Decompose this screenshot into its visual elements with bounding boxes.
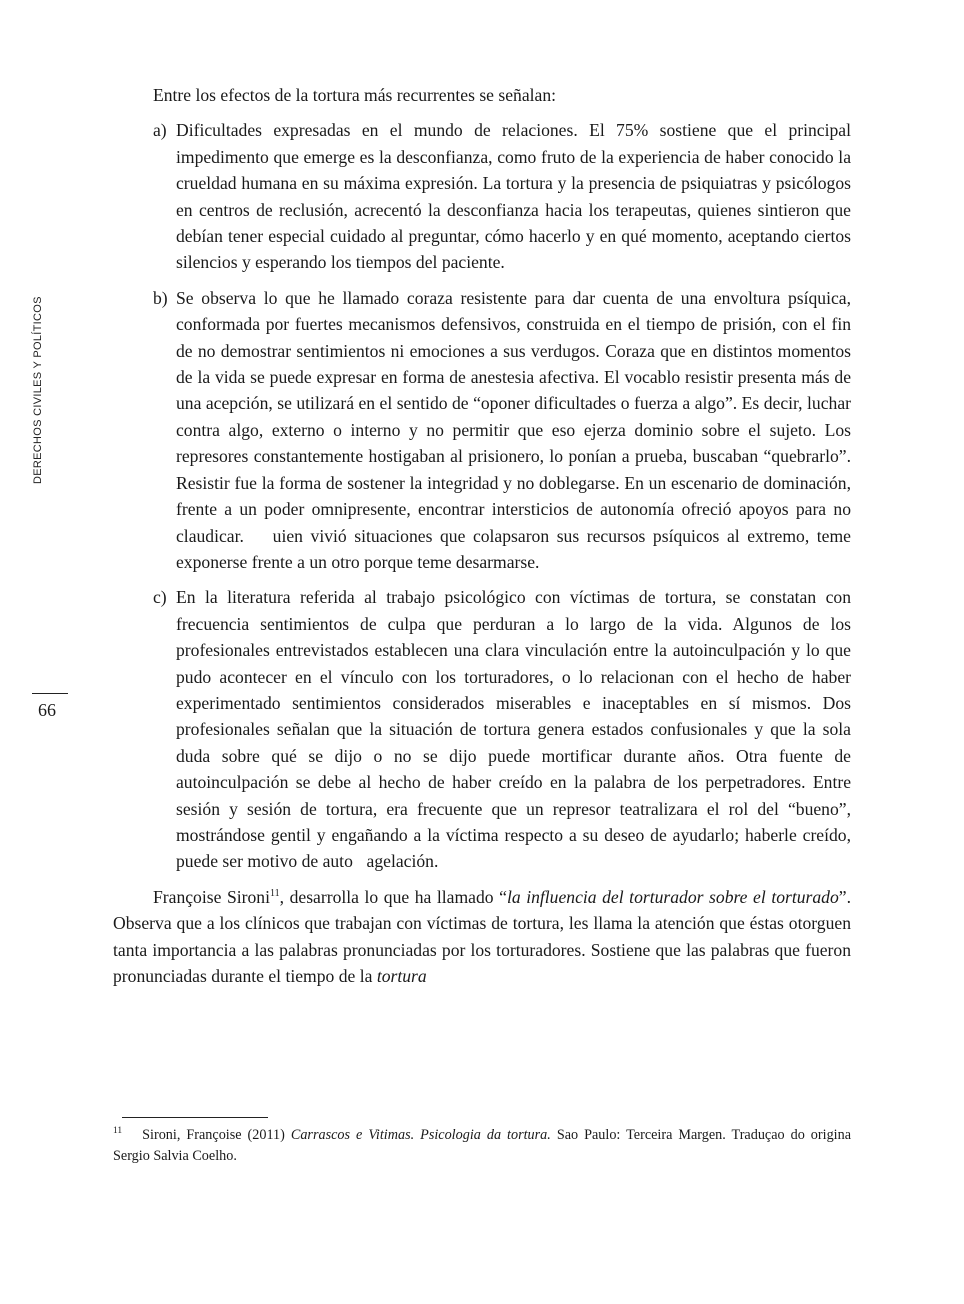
list-item-a — [113, 117, 851, 275]
list-item-text: Dificultades expresadas en el mundo de relaciones. El 75% sostiene que el principal impedimento que emerge es la desconfianza, como fruto de la experiencia de haber conocido la crueldad humana en su máxima expresión. La tortura y la presencia de psiquiatras y psicólogos en centros de reclusión, acrecentó la desconfianza hacia los terapeutas, quienes sintieron que debían tener especial cuidado al preguntar, cómo hacerlo y en qué momento, aceptando ciertos silencios y esperando los tiempos del paciente. — [176, 120, 851, 273]
list-item-b — [113, 285, 851, 575]
footnote-book-title: Carrascos e Vitimas. Psicologia da tortura. — [290, 1127, 551, 1143]
running-side-label: DERECHOS CIVILES Y POLÍTICOS — [32, 296, 44, 484]
list-item-c — [113, 584, 851, 874]
page-number-rule — [32, 693, 68, 694]
italic-word: tortura — [376, 966, 427, 986]
main-text — [113, 82, 851, 989]
paragraph-text: ”. Observa que a los clínicos que trabajan con víctimas de tortura, les llama la atención que éstas otorguen tanta importancia a las palabras pronunciadas por los torturadores. Sostiene que las palabras que fueron pronunciadas durante el tiempo de la — [113, 886, 851, 986]
footnote-number: 11 — [113, 1126, 123, 1137]
footnote-ref: 11 — [269, 887, 280, 899]
footnote — [113, 1125, 851, 1167]
list-item-text: En la literatura referida al trabajo psicológico con víctimas de tortura, se constatan con frecuencia sentimientos de culpa que perduran a lo largo de la vida. Algunos de los profesionales entrevistados establecen una clara vinculación entre la autoinculpación y lo que pudo acontecer en el vínculo con los torturadores, o lo relacionan con el hecho de haber experimentado sentimientos considerados miserables e inaceptables en sí mismos. Dos profesionales señalan que la situación de tortura genera estados confusionales y que la sola duda sobre qué se dijo o no se dijo puede mortificar durante años. Otra fuente de autoinculpación se debe al hecho de haber creído en la palabra de los perpetradores. Entre sesión y sesión de tortura, era frecuente que un represor teatralizara el rol del “bueno”, mostrándose gentil y engañando a la víctima respecto a su deseo de ayudarlo; haberle creído, puede ser motivo de auto￿agelación. — [176, 587, 851, 872]
list-label: c) — [153, 587, 167, 608]
author-name: Françoise Sironi — [153, 886, 270, 907]
intro-paragraph: Entre los efectos de la tortura más recurrentes se señalan: — [153, 85, 557, 105]
footnote-text: Sironi, Françoise (2011) — [142, 1127, 291, 1143]
quoted-title: la influencia del torturador sobre el torturado — [506, 886, 839, 907]
list-label: b) — [153, 287, 168, 308]
footnote-rule — [122, 1117, 268, 1118]
closing-paragraph — [113, 884, 851, 990]
list-item-text: Se observa lo que he llamado coraza resistente para dar cuenta de una envoltura psíquica, conformada por fuertes mecanismos defensivos, construida en el tiempo de prisión, con el fin de no demostrar sentimientos ni emociones a sus verdugos. Coraza que en distintos momentos de la vida se puede expresar en forma de anestesia afectiva. El vocablo resistir presenta más de una acepción, se utilizará en el sentido de “oponer dificultades o fuerza a algo”. Es decir, luchar contra algo, externo o interno y no permitir que eso ejerza dominio sobre el sujeto. Los represores constantemente hostigaban al prisionero, lo ponían a prueba, buscaban “quebrarlo”. Resistir fue la forma de sostener la integridad y no doblegarse. En un escenario de dominación, frente a un poder omnipresente, encontrar intersticios de autonomía ofreció apoyos para no claudicar. ￿ uien vivió situaciones que colapsaron sus recursos psíquicos al extremo, teme exponerse frente a un otro porque teme desarmarse. — [176, 287, 851, 572]
list-label: a) — [153, 120, 167, 141]
paragraph-text: , desarrolla lo que ha llamado “ — [279, 886, 507, 907]
footnote-text: Sao Paulo: Terceira Margen. Traduçao do origina Sergio Salvia Coelho. — [113, 1127, 851, 1164]
page-number: 66 — [38, 700, 56, 720]
